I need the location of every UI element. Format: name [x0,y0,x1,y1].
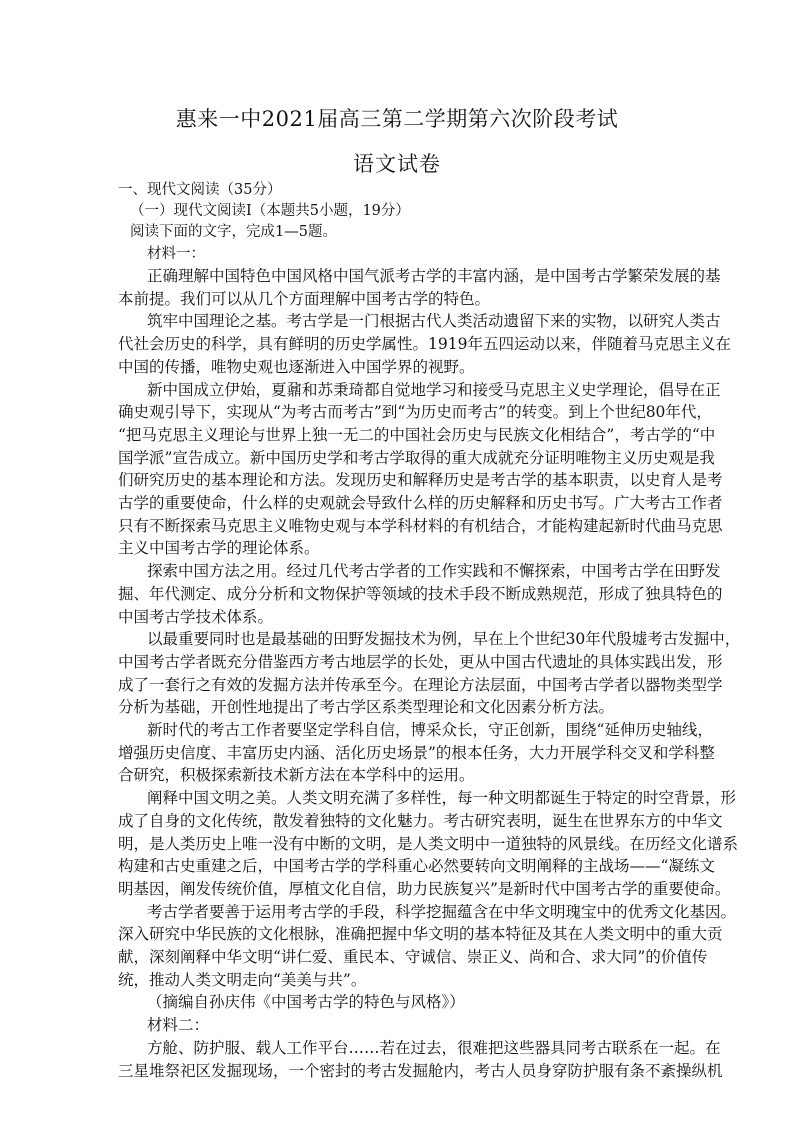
passage-line: 阐释中国文明之美。人类文明充满了多样性，每一种文明都诞生于特定的时空背景，形 [147,789,737,808]
passage-line: 代社会历史的科学，具有鲜明的历史学属性。1919年五四运动以来，伴随着马克思主义在 [118,335,731,354]
reading-instruction: 阅读下面的文字，完成1—5题。 [130,224,337,240]
passage-line: 中国的传播，唯物史观也逐渐进入中国学界的视野。 [118,357,475,376]
passage-line: 成了一套行之有效的发掘方法并传承至今。在理论方法层面，中国考古学者以器物类型学 [118,675,723,694]
passage-line: 本前提。我们可以从几个方面理解中国考古学的特色。 [118,289,491,308]
exam-subtitle: 语文试卷 [353,152,441,176]
passage-line: 只有不断探索马克思主义唯物史观与本学科材料的有机结合，才能构建起新时代曲马克思 [118,516,723,535]
material-one-label: 材料一： [147,246,205,262]
passage-line: 中国考古学者既充分借鉴西方考古地层学的长处，更从中国古代遗址的具体实践出发，形 [118,652,723,671]
passage-line: 三星堆祭祀区发掘现场，一个密封的考古发掘舱内，考古人员身穿防护服有条不紊操纵机 [118,1061,723,1080]
passage-line: 合研究，积极探索新技术新方法在本学科中的运用。 [118,766,475,785]
exam-title: 惠来一中2021届高三第二学期第六次阶段考试 [175,107,619,131]
passage-line: 成了自身的文化传统，散发着独特的文化魅力。考古研究表明，诞生在世界东方的中华文 [118,811,723,830]
passage-line: （摘编自孙庆伟《中国考古学的特色与风格》） [147,993,465,1012]
passage-line: 方舱、防护服、载人工作平台……若在过去，很难把这些器具同考古联系在一起。在 [147,1038,721,1057]
passage-line: 构建和古史重建之后，中国考古学的学科重心必然要转向文明阐释的主战场——“凝练文 [118,857,715,876]
passage-line: 分析为基础，开创性地提出了考古学区系类型理论和文化因素分析方法。 [118,698,615,717]
passage-line: 古学的重要使命，什么样的史观就会导致什么样的历史解释和历史书写。广大考古工作者 [118,494,723,512]
passage-line: 中国考古学技术体系。 [118,607,274,626]
passage-line: 增强历史信度、丰富历史内涵、活化历史场景”的根本任务，大力开展学科交叉和学科整 [118,743,715,762]
passage-line: 确史观引导下，实现从“为考古而考古”到“为历史而考古”的转变。到上个世纪80年代， [118,403,712,422]
passage-line: 探索中国方法之用。经过几代考古学者的工作实践和不懈探索，中国考古学在田野发 [147,562,721,581]
section-heading: 一、现代文阅读（35分） [118,182,282,198]
passage-line: 们研究历史的基本理论和方法。发现历史和解释历史是考古学的基本职责，以史育人是考 [118,471,723,490]
passage-line: 献，深刻阐释中华文明“讲仁爱、重民本、守诚信、崇正义、尚和合、求大同”的价值传 [118,948,708,966]
passage-line: 考古学者要善于运用考古学的手段，科学挖掘蕴含在中华文明瑰宝中的优秀文化基因。 [147,902,737,921]
passage-line: 筑牢中国理论之基。考古学是一门根据古代人类活动遗留下来的实物，以研究人类古 [147,312,721,331]
passage-line: 统，推动人类文明走向“美美与共”。 [118,970,367,989]
passage-line: 正确理解中国特色中国风格中国气派考古学的丰富内涵，是中国考古学繁荣发展的基 [147,267,721,285]
passage-line: 新时代的考古工作者要坚定学科自信，博采众长，守正创新，围绕“延伸历史轴线， [147,721,713,739]
passage-line: 材料二： [147,1016,210,1035]
passage-line: 明，是人类历史上唯一没有中断的文明，是人类文明中一道独特的风景线。在历经文化谱系 [118,834,739,853]
passage-line: 新中国成立伊始，夏鼐和苏秉琦都自觉地学习和接受马克思主义史学理论，倡导在正 [147,380,721,399]
passage-line: 深入研究中华民族的文化根脉，准确把握中华文明的基本特征及其在人类文明中的重大贡 [118,925,723,944]
passage-line: 以最重要同时也是最基础的田野发掘技术为例，早在上个世纪30年代殷墟考古发掘中， [147,630,741,649]
passage-line: 主义中国考古学的理论体系。 [118,539,320,558]
sub-section-heading: （一）现代文阅读Ⅰ（本题共5小题，19分） [130,203,410,219]
passage-line: 掘、年代测定、成分分析和文物保护等领域的技术手段不断成熟规范，形成了独具特色的 [118,584,723,603]
passage-line: 国学派”宣告成立。新中国历史学和考古学取得的重大成就充分证明唯物主义历史观是我 [118,448,715,467]
passage-line: “把马克思主义理论与世界上独一无二的中国社会历史与民族文化相结合”，考古学的“中 [118,425,716,444]
passage-line: 明基因，阐发传统价值，厚植文化自信，助力民族复兴”是新时代中国考古学的重要使命。 [118,879,731,898]
